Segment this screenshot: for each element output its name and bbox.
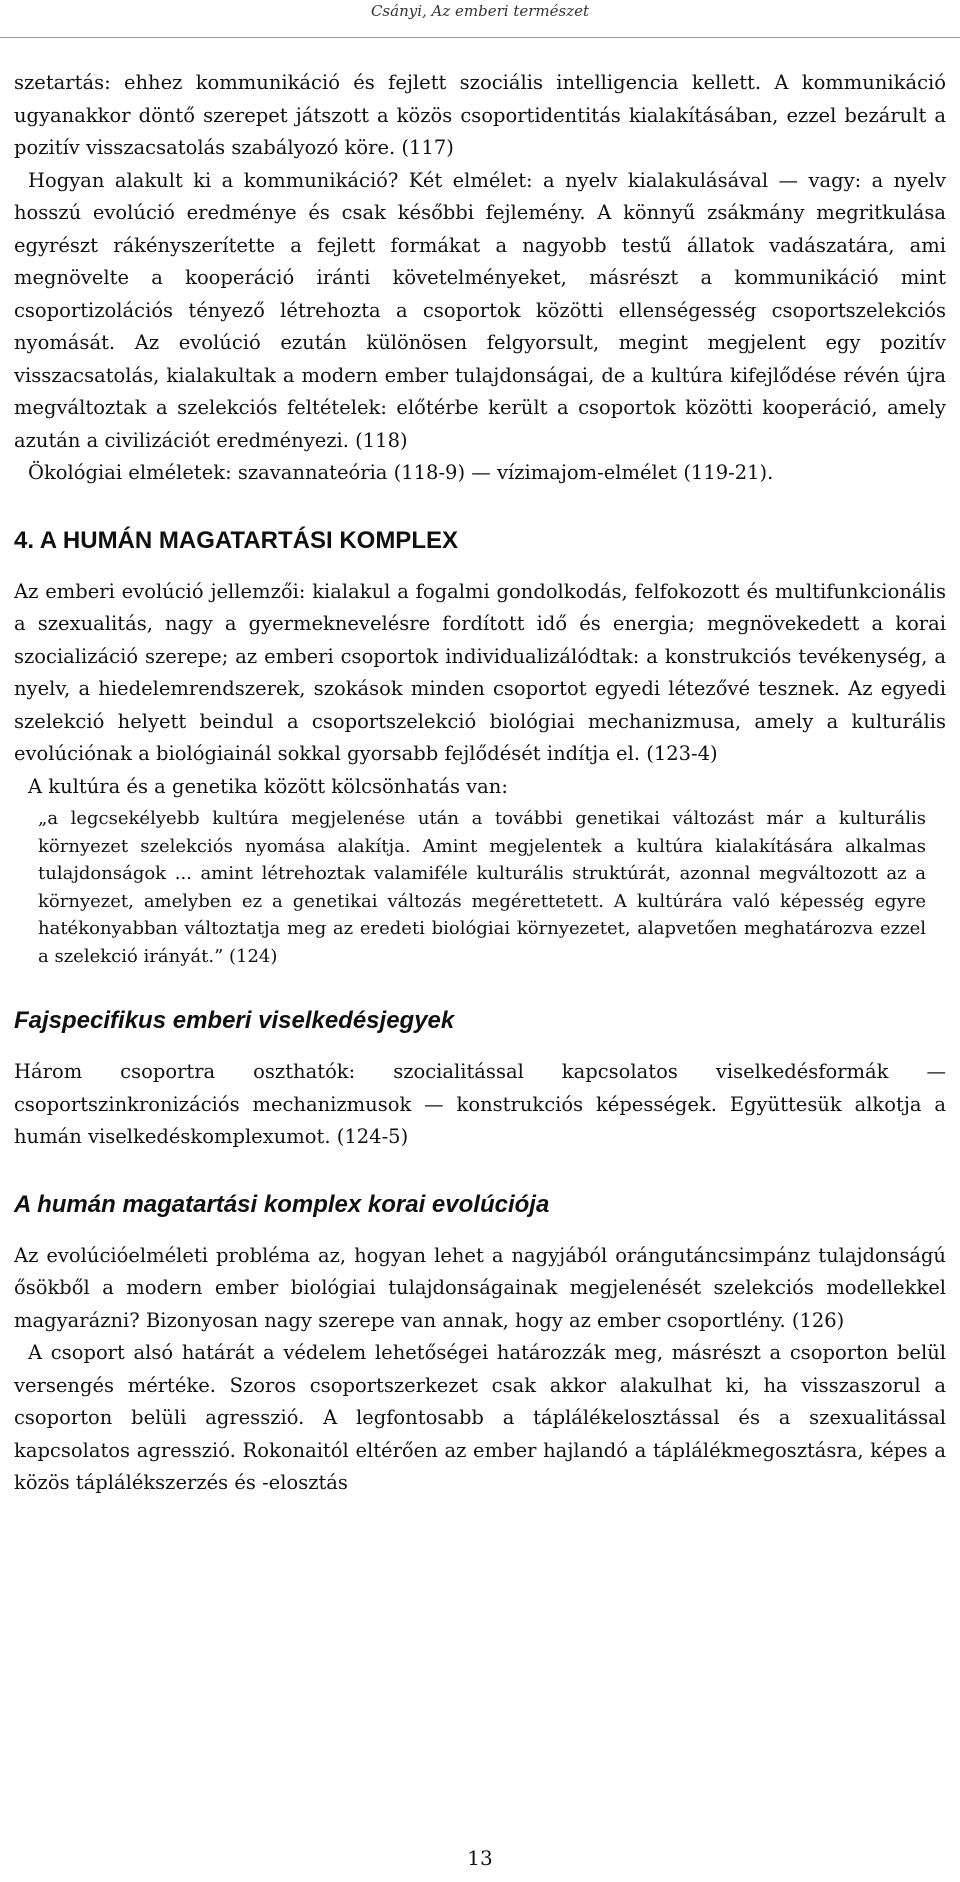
body-paragraph: A csoport alsó határát a védelem lehetőségei határozzák meg, másrészt a csoporton belül versengés mértéke. Szoros csoportszerkezet csak akkor alakulhat ki, ha visszaszorul a csoporton belüli agresszió. A legfontosabb a táplálékelosztással és a szexualitással kapcsolatos agresszió. Rokonaitól eltérően az ember hajlandó a táplálékmegosztásra, képes a közös táplálékszerzés és -elosztás: [14, 1341, 946, 1494]
running-header: Csányi, Az emberi természet: [370, 2, 590, 20]
subsection-heading: Fajspecifikus emberi viselkedésjegyek: [14, 1007, 455, 1034]
page-number: 13: [467, 1846, 493, 1870]
body-paragraph: A kultúra és a genetika között kölcsönhatás van:: [28, 774, 508, 798]
body-paragraph: Ökológiai elméletek: szavannateória (118-9) — vízimajom-elmélet (119-21).: [28, 461, 774, 484]
body-paragraph: Hogyan alakult ki a kommunikáció? Két elmélet: a nyelv kialakulásával — vagy: a nyelv hosszú evolúció eredménye és csak későbbi fejlemény. A könnyű zsákmány megritkulása egyrészt rákényszerítette a fejlett formákat a nagyobb testű állatok vadászatára, ami megnövelte a kooperáció iránti követelményeket, másrészt a kommunikáció mint csoportizolációs tényező létrehozta a csoportok közötti ellenségesség csoportszelekciós nyomását. Az evolúció ezután különösen felgyorsult, megint megjelent egy pozitív visszacsatolás, kialakultak a modern ember tulajdonságai, de a kultúra kifejlődése révén újra megváltoztak a szelekciós feltételek: előtérbe került a csoportok közötti kooperáció, amely azután a civilizációt eredményezi. (118): [14, 168, 946, 452]
block-quote: „a legcsekélyebb kultúra megjelenése után a további genetikai változást már a kulturális környezet szelekciós nyomása alakítja. Amint megjelentek a kultúra kialakítására alkalmas tulajdonságok ... amint létrehoztak valamiféle kulturális struktúrát, azonnal megváltozott az a környezet, amelyben ez a genetikai változás megérettetett. A kultúrára való képesség egyre hatékonyabban változtatja meg az eredeti biológiai környezetet, alapvetően meghatározva ezzel a szelekció irányát.” (124): [38, 808, 926, 967]
body-paragraph: szetartás: ehhez kommunikáció és fejlett szociális intelligencia kellett. A kommunikáció ugyanakkor döntő szerepet játszott a közös csoportidentitás kialakításában, ezzel bezárult a pozitív visszacsatolás szabályozó köre. (117): [14, 71, 946, 159]
subsection-heading: A humán magatartási komplex korai evolúciója: [14, 1190, 550, 1218]
body-paragraph: Az emberi evolúció jellemzői: kialakul a fogalmi gondolkodás, felfokozott és multifunkcionális a szexualitás, nagy a gyermeknevelésre fordított idő és energia; megnövekedett a korai szocializáció szerepe; az emberi csoportok individualizálódtak: a konstrukciós tevékenység, a nyelv, a hiedelemrendszerek, szokások minden csoportot egyedi létezővé tesznek. Az egyedi szelekció helyett beindul a csoportszelekció biológiai mechanizmusa, amely a kulturális evolúciónak a biológiainál sokkal gyorsabb fejlődését indítja el. (123-4): [14, 579, 946, 765]
page-content: [14, 67, 946, 1500]
header-rule: [0, 37, 960, 38]
body-paragraph: Az evolúcióelméleti probléma az, hogyan lehet a nagyjából orángutáncsimpánz tulajdonságú ősökből a modern ember biológiai tulajdonságainak megjelenését szelekciós modellekkel magyarázni? Bizonyosan nagy szerepe van annak, hogy az ember csoportlény. (126): [14, 1243, 946, 1332]
body-paragraph: Három csoportra oszthatók: szocialitással kapcsolatos viselkedésformák — csoportszinkronizációs mechanizmusok — konstrukciós képességek. Együttesük alkotja a humán viselkedéskomplexumot. (124-5): [14, 1060, 946, 1148]
section-heading: 4. A HUMÁN MAGATARTÁSI KOMPLEX: [14, 526, 458, 554]
